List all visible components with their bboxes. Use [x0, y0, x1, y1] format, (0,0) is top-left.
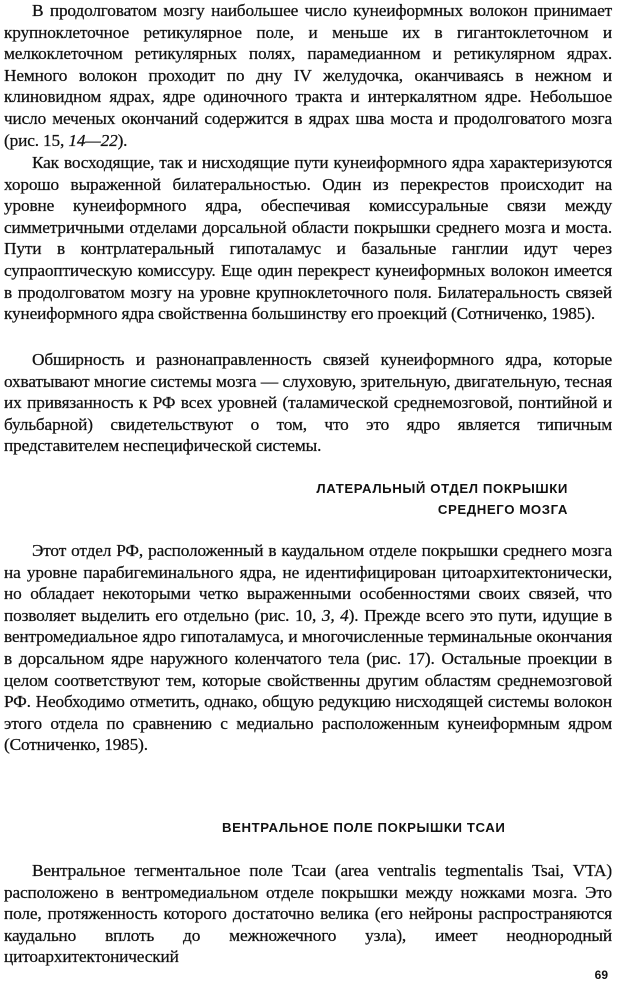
paragraph-bilaterality: Как восходящие, так и нисходящие пути кунеиформного ядра характеризуются хорошо выраженной билатеральностью. Один из перекрестов происходит на уровне кунеиформного ядра, обеспечивая комиссуральные связи между симметричными отделами дорсальной области покрышки среднего мозга и моста. Пути в контрлатеральный гипоталамус и базальные ганглии идут через супраоптическую комиссуру. Еще один перекрест кунеиформных волокон имеется в продолговатом мозгу на уровне крупноклеточного поля. Билатеральность связей кунеиформного ядра свойственна большинству его проекций (Сотниченко, 1985). [4, 153, 612, 324]
paragraph-text-end: ). [117, 130, 128, 150]
section-heading-lateral-tegmentum [168, 478, 568, 520]
heading-line: ЛАТЕРАЛЬНЫЙ ОТДЕЛ ПОКРЫШКИ [316, 481, 568, 496]
figure-reference: 14—22 [68, 130, 118, 150]
paragraph-text: Этот отдел РФ, расположенный в каудальном отделе покрышки среднего мозга на уровне парабигеминального ядра, не идентифицирован цитоархитектонически, но обладает некоторыми четко выраженными особенностями своих связей, что позволяет выделить его отдельно (рис. 10, [4, 541, 612, 625]
page-number: 69 [594, 968, 608, 982]
paragraph-vta: Вентральное тегментальное поле Тсаи (area ventralis tegmentalis Tsai, VTA) расположено в вентромедиальном отделе покрышки между ножками мозга. Это поле, протяженность которого достаточно велика (его нейроны распространяются каудально вплоть до межножечного узла), имеет неоднородный цитоархитектонический [4, 861, 612, 967]
paragraph-text-end: ). Прежде всего это пути, идущие в вентромедиальное ядро гипоталамуса, и многочисленные терминальные окончания в дорсальном ядре наружного коленчатого тела (рис. 17). Остальные проекции в целом соответствуют тем, которые свойственны другим областям среднемозговой РФ. Необходимо отметить, однако, общую редукцию нисходящей системы волокон этого отдела по сравнению с медиально расположенным кунеиформным ядром (Сотниченко, 1985). [4, 605, 612, 755]
heading-line: СРЕДНЕГО МОЗГА [437, 502, 568, 517]
paragraph-lateral-tegmentum [4, 540, 612, 756]
paragraph-medulla-fibers [4, 0, 612, 151]
paragraph-text: В продолговатом мозгу наибольшее число кунеиформных волокон принимает крупноклеточное ретикулярное поле, и меньше их в гигантоклеточном и мелкоклеточном ретикулярных полях, парамедианном и ретикулярном ядрах. Немного волокон проходит по дну IV желудочка, оканчиваясь в нежном и клиновидном ядрах, ядре одиночного тракта и интеркалятном ядре. Небольшое число меченых окончаний содержится в ядрах шва моста и продолговатого мозга (рис. 15, [4, 1, 612, 150]
section-heading-vta: ВЕНТРАЛЬНОЕ ПОЛЕ ПОКРЫШКИ ТСАИ [222, 820, 506, 835]
paragraph-nonspecific-system: Обширность и разнонаправленность связей кунеиформного ядра, которые охватывают многие системы мозга — слуховую, зрительную, двигательную, тесная их привязанность к РФ всех уровней (таламической среднемозговой, понтийной и бульбарной) свидетельствуют о том, что это ядро является типичным представителем неспецифической системы. [4, 350, 612, 456]
figure-reference: 3, 4 [321, 605, 349, 625]
